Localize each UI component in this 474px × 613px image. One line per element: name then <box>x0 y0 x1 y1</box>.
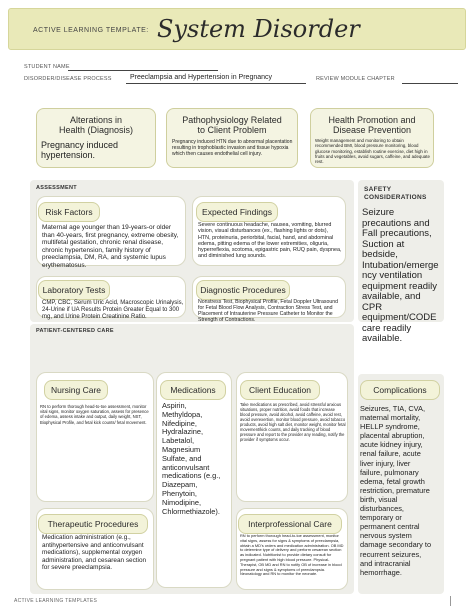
medications-text <box>162 402 232 516</box>
disorder-value: Preeclampsia and Hypertension in Pregnancy <box>130 74 273 81</box>
complication-line: maternal mortality, <box>360 413 421 423</box>
safety-line: Intubation/emerge <box>362 259 439 271</box>
template-label: ACTIVE LEARNING TEMPLATE: <box>33 27 149 34</box>
alterations-box <box>36 108 156 168</box>
template-header <box>8 8 466 50</box>
complication-line: HELLP syndrome, <box>360 422 420 432</box>
medication-line: Nimodipine, <box>162 497 202 507</box>
risk-factors-title: Risk Factors <box>38 202 100 222</box>
medication-line: Nifedipine, <box>162 418 197 428</box>
complication-line: acute kidney injury, <box>360 440 423 450</box>
complication-line: recurrent seizures, <box>360 549 422 559</box>
health-promotion-box <box>310 108 434 168</box>
interprofessional-care-text: RN to perform thorough head-to-toe assessment, monitor vital signs, assess for signs & symptoms of preeclampsia, obtain a MD's orders and medication administration. OB MD to determine type of delivery and perform cesarean section as indicated. Nutritionist to provide dietary consult for pregnant patient with high blood pressure. Physical-Therapist, OB MD and RN to notify OB of increase in blood pressure and signs & symptoms of preeclampsia. Neonatology and RN to monitor the neonate. <box>240 533 344 577</box>
safety-line: bedside, <box>362 249 398 260</box>
review-chapter-label: REVIEW MODULE CHAPTER <box>316 76 395 82</box>
medication-line: Diazepam, <box>162 480 198 490</box>
medication-line: Aspirin, <box>162 401 187 410</box>
footer-label: ACTIVE LEARNING TEMPLATES <box>14 598 98 604</box>
complication-line: restriction, premature <box>360 485 430 495</box>
page-number-marker <box>450 596 464 606</box>
interprofessional-care-title: Interprofessional Care <box>238 514 342 534</box>
therapeutic-procedures-text: Medication administration (e.g., antihypertensive and anticonvulsant medications), supplemental oxygen administration, and cesarean section for severe preeclampsia. <box>42 534 147 571</box>
complication-line: Seizures, TIA, CVA, <box>360 404 426 413</box>
client-education-title: Client Education <box>240 380 320 400</box>
pathophysiology-text: Pregnancy induced HTN due to abnormal placentation resulting in trophoblastic invasion and tissue hypoxia which then causes endothelial cell injury. <box>172 139 293 157</box>
safety-line: Suction at <box>362 238 405 250</box>
complication-line: renal failure, acute <box>360 449 421 459</box>
lab-tests-text: CMP, CBC, Serum Uric Acid, Macroscopic Urinalysis, 24-Urine if UA Results Protein Greater Equal to 300 mg, and Urine Protein Creatinine Ratio. <box>42 300 184 320</box>
student-name-line <box>68 70 218 71</box>
complication-line: liver injury, liver <box>360 458 411 468</box>
complication-line: placental abruption, <box>360 431 425 441</box>
pathophysiology-title-line2: to Client Problem <box>197 125 267 135</box>
complication-line: damage secondary to <box>360 540 432 550</box>
diagnostic-procedures-title: Diagnostic Procedures <box>196 280 290 300</box>
alterations-title-line1: Alterations in <box>69 115 123 125</box>
safety-line: available, and <box>362 291 421 302</box>
safety-line: CPR <box>362 301 383 313</box>
medication-line: medications (e.g., <box>162 471 221 481</box>
expected-findings-text: Severe continuous headache, nausea, vomiting, blurred vision, visual disturbances (ex., flashing lights or dots), HTN, proteinuria, periorbital, facial, hand, and abdominal edema, pitting edema of the lower extremities, oliguria, hyperreflexia, scotoma, epigastric pain, RUQ pain, dyspnea, and diminished lung sounds. <box>198 222 342 260</box>
medication-line: Chlormethiazole). <box>162 506 220 516</box>
nursing-care-text: RN to perform thorough head-to-toe assessment, monitor vital signs, monitor oxygen saturation, assess for presence of edema, assess intake and output, daily weight, NST, Biophysical Profile, and fetal kick counts/ fetal movement. <box>40 404 149 425</box>
client-education-text: Take medications as prescribed, avoid stressful anxious situations, proper nutrition, avoid foods that increase blood pressure, avoid alcohol, avoid caffeine, avoid rest, avoid overexertion, monitor blood pressure, avoid tobacco products, avoid high salt diet, monitor weight, monitor fetal movement/kick counts, and daily tracking of blood pressure and report to the provider any reading, notify the provider if symptoms occur. <box>240 402 346 442</box>
diagnostic-procedures-text: Nonstress Test, Biophysical Profile, Fetal Doppler Ultrasound for Fetal Blood Flow Analysis, Contraction Stress Test, and Placement of Intrauterine Pressure Catheter to Monitor the Strength of Contractions. <box>198 299 339 323</box>
pathophysiology-title <box>167 115 297 135</box>
review-chapter-line <box>402 83 458 84</box>
safety-line: equipment/CODE <box>362 312 437 323</box>
lab-tests-title: Laboratory Tests <box>38 280 110 300</box>
complication-line: failure, pulmonary <box>360 467 419 477</box>
therapeutic-procedures-title: Therapeutic Procedures <box>38 514 148 534</box>
safety-line: available. <box>362 333 403 344</box>
alterations-text: Pregnancy induced hypertension. <box>41 140 119 160</box>
medication-line: Phenytoin, <box>162 488 197 498</box>
assessment-label: ASSESSMENT <box>36 185 77 191</box>
complication-line: birth, visual <box>360 494 398 504</box>
disorder-line <box>126 83 306 84</box>
pathophysiology-title-line1: Pathophysiology Related <box>182 115 282 125</box>
safety-line: precautions and <box>362 217 430 229</box>
patient-care-label: PATIENT-CENTERED CARE <box>36 328 114 334</box>
disorder-label: DISORDER/DISEASE PROCESS <box>24 76 112 82</box>
safety-text <box>362 208 444 345</box>
safety-line: Fall precautions, <box>362 228 432 239</box>
medication-line: Hydralazine, <box>162 427 204 437</box>
medication-line: anticonvulsant <box>162 462 210 472</box>
medication-line: Sulfate, and <box>162 453 202 463</box>
safety-title-line2: CONSIDERATIONS <box>364 194 427 201</box>
complication-line: and intracranial <box>360 558 411 568</box>
expected-findings-title: Expected Findings <box>196 202 278 222</box>
health-promotion-title-line1: Health Promotion and <box>328 115 416 125</box>
medication-line: Methyldopa, <box>162 409 203 419</box>
safety-line: ncy ventilation <box>362 270 423 281</box>
health-promotion-title-line2: Disease Prevention <box>332 125 412 135</box>
safety-title <box>364 186 427 202</box>
safety-line: care readily <box>362 322 412 334</box>
safety-line: Seizure <box>362 207 395 218</box>
complication-line: temporary or <box>360 513 402 523</box>
medications-title: Medications <box>160 380 226 400</box>
medication-line: Labetalol, <box>162 436 195 446</box>
nursing-care-title: Nursing Care <box>44 380 108 400</box>
complications-title: Complications <box>360 380 440 400</box>
student-name-label: STUDENT NAME <box>24 64 70 70</box>
complication-line: hemorrhage. <box>360 567 402 577</box>
complication-line: disturbances, <box>360 504 404 514</box>
complication-line: edema, fetal growth <box>360 476 425 486</box>
alterations-title-line2: Health (Diagnosis) <box>58 125 134 135</box>
complications-text <box>360 404 444 577</box>
pathophysiology-box <box>166 108 298 168</box>
complication-line: permanent central <box>360 522 420 532</box>
medication-line: Magnesium <box>162 444 201 454</box>
risk-factors-text: Maternal age younger than 19-years-or older than 40-years, first pregnancy, extreme obesity, multifetal gestation, chronic renal disease, chronic hypertension, family history of preeclampsia, DM, RA, and systemic lupus erythematosus. <box>42 224 179 269</box>
health-promotion-title <box>311 115 433 135</box>
alterations-title <box>37 115 155 135</box>
template-title: System Disorder <box>157 15 360 43</box>
health-promotion-text: Weight management and monitoring to obtain recommended BMI, blood pressure monitoring, blood glucose monitoring, establish routine exercise, diet high in fruits and vegetables, avoid sugars, caffeine, and adequate rest. <box>315 138 430 165</box>
complication-line: nervous system <box>360 531 412 541</box>
safety-line: equipment readily <box>362 280 437 292</box>
safety-title-line1: SAFETY <box>364 186 392 193</box>
